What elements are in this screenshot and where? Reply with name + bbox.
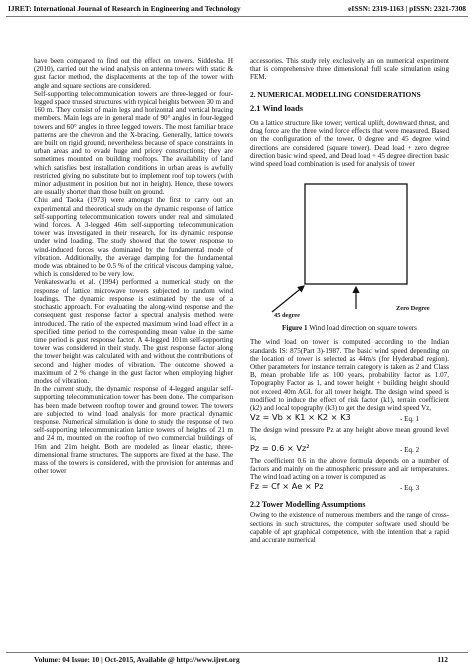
paragraph: accessories. This study rely exclusively an on numerical experiment that is comprehensive three dimensional full scale simulation using FEM.: [250, 57, 449, 82]
subsection-heading: 2.2 Tower Modelling Assumptions: [250, 500, 366, 510]
page-number: 112: [437, 655, 448, 664]
paragraph: In the current study, the dynamic response of 4-legged angular self-supporting telecommunication tower has been done. The comparison has been made between rooftop tower and ground tower. The towers are subjected to wind load analysis for more practical dynamic response. Numerical simulation is done to study the response of two self-supporting telecommunication lattice towers of heights of 21 m and 24 m, mounted on the rooftop of two commercial buildings of 16m and 21m height. Both are modeled as linear elastic, three-dimensional frame structures. The supports are fixed at the base. The mass of the towers is considered, with the provision for antennas and other tower: [34, 385, 233, 476]
paragraph: Chiu and Taoka (1973) were amongst the first to carry out an experimental and theoretical study on the dynamic response of lattice self-supporting telecommunication towers under real and simulated wind forces. A 3-legged 46m self-supporting telecommunication tower was investigated in their research, for its dynamic response under wind loading. The study showed that the tower response to wind-induced forces was dominated by the fundamental mode of vibration. Additionally, the average damping for the fundamental mode was obtained to be 0.5 % of the critical viscous damping value, which is considered to be very low.: [34, 196, 233, 279]
label-zero-degree: Zero Degree: [396, 305, 430, 313]
equation-1: [250, 412, 449, 426]
journal-title: IJRET: International Journal of Research in Engineering and Technology: [8, 4, 241, 13]
paragraph: The design wind pressure Pz at any height above mean ground level is,: [250, 426, 449, 443]
paragraph: On a lattice structure like tower; vertical uplift, downward thrust, and drag force are the three wind force effects that were measured. Based on the configuration of the tower, 0 degree and 45 degree wind directions are considered (square tower). Dead load + zero degree direction basic wind speed, and Dead load + 45 degree direction basic wind speed load combination is used for analysis of tower: [250, 119, 449, 169]
equation-1-label: - Eq. 1: [400, 415, 420, 424]
subsection-heading: 2.1 Wind loads: [250, 103, 303, 113]
paragraph: The coefficient 0.6 in the above formula depends on a number of factors and mainly on the atmospheric pressure and air temperatures. The wind load acting on a tower is computed as: [250, 456, 449, 482]
section-heading: 2. NUMERICAL MODELLING CONSIDERATIONS: [250, 89, 421, 99]
left-column: [34, 57, 233, 475]
equation-2-label: - Eq. 2: [400, 445, 420, 454]
equation-3: [250, 481, 449, 495]
equation-3-label: - Eq. 3: [400, 484, 420, 493]
wind-direction-diagram: [250, 174, 449, 324]
footer-rule: [6, 652, 468, 653]
figure-caption: [250, 324, 449, 332]
equation-2: [250, 443, 449, 457]
header-rule: [6, 16, 468, 17]
equation-3-formula: Fz = Cf × Ae × Pz: [250, 481, 324, 492]
figure-caption-text: Wind load direction on square towers: [307, 324, 417, 333]
wind-direction-figure: [250, 174, 449, 324]
square-tower-outline: [305, 184, 407, 284]
arrow-45-degree: [272, 286, 304, 312]
label-45-degree: 45 degree: [274, 312, 300, 320]
paragraph: Venkateswarlu et al. (1994) performed a numerical study on the response of lattice microwave towers subjected to random wind loadings. The dynamic response is estimated by the use of a stochastic approach. For evaluating the along-wind response and the consequent gust response factor a spectral analysis method were introduced. The ratio of the expected maximum wind load effect in a specified time period to the corresponding mean value in the same time period is gust response factor. A 4-legged 101m self-supporting tower was considered in their study. The gust response factor along the tower height was calculated with and without the contributions of second and higher modes of vibration. The outcome showed a maximum of 2 % change in the gust factor when employing higher modes of vibration.: [34, 278, 233, 385]
paragraph: The wind load on tower is computed according to the Indian standards IS: 875(Part 3)-1987. The basic wind speed depending on the location of tower is selected as 44m/s (for Hyderabad region). Other parameters for instance terrain category is taken as 2 and Class B, mean probable life as 100 years, probability factor as 1.07, Topography Factor as 1, and tower height + building height should not exceed 40m AGL for all tower height. The design wind speed is modified to induce the effect of risk factor (k1), terrain coefficient (k2) and local topography (k3) to get the design wind speed Vz,: [250, 338, 449, 413]
issn-info: eISSN: 2319-1163 | pISSN: 2321-7308: [348, 4, 466, 13]
equation-2-formula: Pz = 0.6 × Vz²: [250, 442, 310, 453]
equation-1-formula: Vz = Vb × K1 × K2 × K3: [250, 412, 351, 423]
paragraph: Self-supporting telecommunication towers are three-legged or four-legged space trussed structures with typical heights between 30 m and 160 m. They consist of main legs and horizontal and vertical bracing members. Main legs are in general made of 90° angles in four-legged towers and 60° angles in three legged towers. The most familiar brace patterns are the chevron and the X-bracing. Generally, lattice towers are built on rigid ground, nevertheless because of space constraints in urban areas and to evade huge and pricey constructions; they are sometimes mounted on building rooftops. The availability of land which satisfies best installation conditions in urban areas is awfully restricted giving no substitute but to implement roof top towers (with minor adjustment in position but not in height). Hence, these towers are usually shorter than those built on ground.: [34, 89, 233, 197]
paragraph: have been compared to find out the effect on towers. Siddesha. H (2010), carried out the wind analysis on antenna towers with static & gust factor method, the displacements at the top of the tower with angle and square sections are considered.: [34, 57, 233, 90]
figure-number: Figure 1: [282, 324, 308, 333]
footer-volume-info: Volume: 04 Issue: 10 | Oct-2015, Available @ http://www.ijret.org: [34, 655, 240, 664]
paragraph: Owing to the existence of numerous members and the range of cross-sections in such structures, the computer software used should be capable of apt graphical competence, with the intention that a rapid and accurate numerical: [250, 511, 449, 545]
right-column: [250, 57, 449, 544]
